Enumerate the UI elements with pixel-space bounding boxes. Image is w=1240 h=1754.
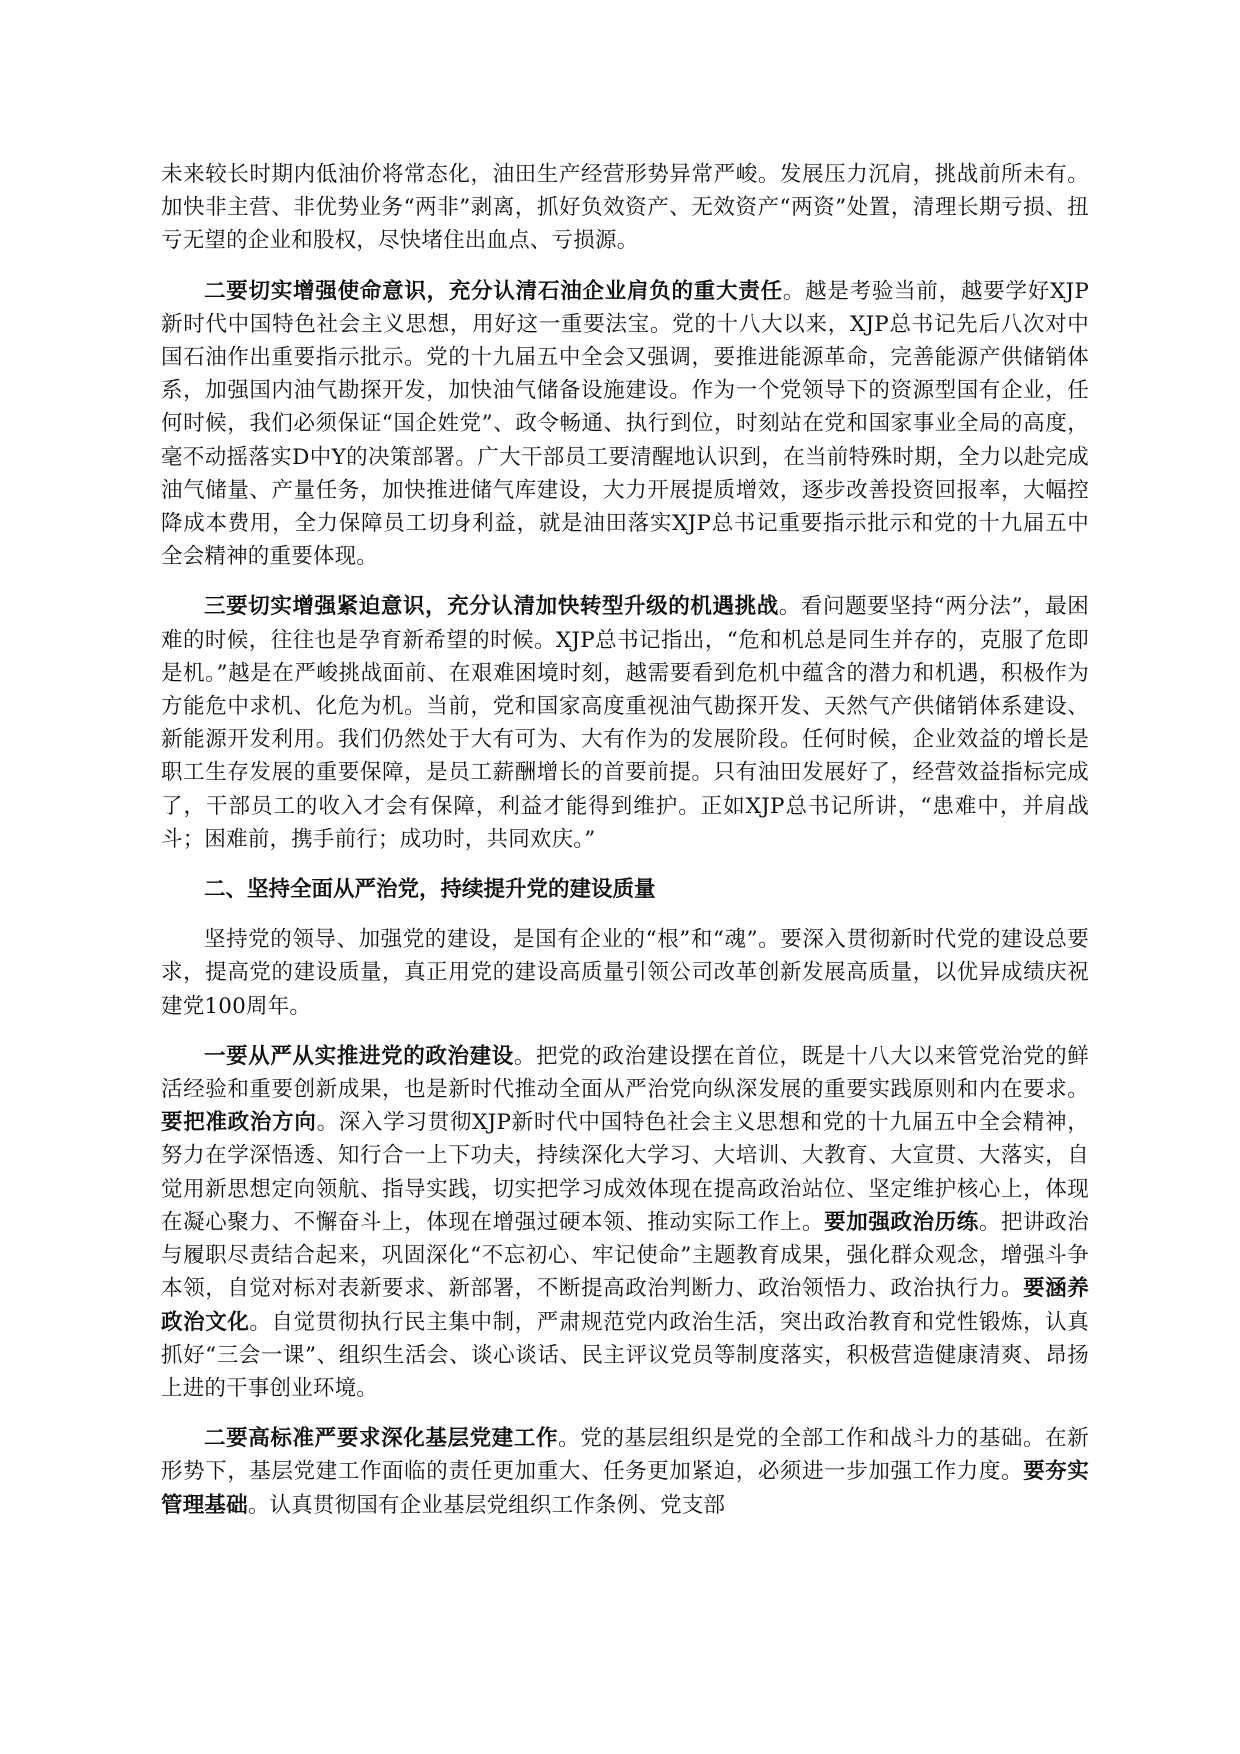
paragraph-3-lead: 三要切实增强紧迫意识，充分认清加快转型升级的机遇挑战: [204, 594, 779, 620]
paragraph-5-subhead-2: 要加强政治历练: [824, 1209, 979, 1235]
paragraph-5-text-1: 。把党的政治建设摆在首位，既是十八大以来管党治党的鲜活经验和重要创新成果，也是新时代推动全面从严治党向纵深发展的重要实践原则和内在要求。: [161, 1043, 1089, 1103]
section-heading: [161, 873, 1089, 906]
paragraph-2-lead: 二要切实增强使命意识，充分认清石油企业肩负的重大责任: [204, 278, 783, 304]
paragraph-5-subhead-1: 要把准政治方向: [161, 1110, 317, 1136]
paragraph-4: [161, 923, 1089, 1023]
section-heading-text: 二、坚持全面从严治党，持续提升党的建设质量: [204, 877, 656, 903]
paragraph-5-subhead-3: 要涵养政治文化: [161, 1276, 1089, 1335]
paragraph-5-text-3: 。把讲政治与履职尽责结合起来，巩固深化“不忘初心、牢记使命”主题教育成果，强化群众观念，增强斗争本领，自觉对标对表新要求、新部署，不断提高政治判断力、政治领悟力、政治执行力。: [161, 1209, 1089, 1302]
paragraph-2: [161, 275, 1089, 574]
paragraph-6: [161, 1422, 1089, 1522]
paragraph-1-text: 未来较长时期内低油价将常态化，油田生产经营形势异常严峻。发展压力沉肩，挑战前所未有。加快非主营、非优势业务“两非”剥离，抓好负效资产、无效资产“两资”处置，清理长期亏损、扭亏无望的企业和股权，尽快堵住出血点、亏损源。: [161, 162, 1089, 254]
paragraph-5-lead: 一要从严从实推进党的政治建设: [204, 1043, 514, 1069]
paragraph-1: [161, 158, 1089, 258]
paragraph-2-text: 。越是考验当前，越要学好XJP新时代中国特色社会主义思想，用好这一重要法宝。党的十八大以来，XJP总书记先后八次对中国石油作出重要指示批示。党的十九届五中全会又强调，要推进能源革命，完善能源产供储销体系，加强国内油气勘探开发，加快油气储备设施建设。作为一个党领导下的资源型国有企业，任何时候，我们必须保证“国企姓党”、政令畅通、执行到位，时刻站在党和国家事业全局的高度，毫不动摇落实D中Y的决策部署。广大干部员工要清醒地认识到，在当前特殊时期，全力以赴完成油气储量、产量任务，加快推进储气库建设，大力开展提质增效，逐步改善投资回报率，大幅控降成本费用，全力保障员工切身利益，就是油田落实XJP总书记重要指示批示和党的十九届五中全会精神的重要体现。: [161, 278, 1089, 570]
document-page: [161, 158, 1089, 1539]
paragraph-3-text: 。看问题要坚持“两分法”，最困难的时候，往往也是孕育新希望的时候。XJP总书记指出，“危和机总是同生并存的，克服了危即是机。”越是在严峻挑战面前、在艰难困境时刻，越需要看到危机中蕴含的潜力和机遇，积极作为方能危中求机、化危为机。当前，党和国家高度重视油气勘探开发、天然气产供储销体系建设、新能源开发利用。我们仍然处于大有可为、大有作为的发展阶段。任何时候，企业效益的增长是职工生存发展的重要保障，是员工薪酬增长的首要前提。只有油田发展好了，经营效益指标完成了，干部员工的收入才会有保障，利益才能得到维护。正如XJP总书记所讲，“患难中，并肩战斗；困难前，携手前行；成功时，共同欢庆。”: [161, 594, 1090, 852]
paragraph-6-subhead-1: 要夯实管理基础: [161, 1459, 1089, 1518]
paragraph-5-text-4: 。自觉贯彻执行民主集中制，严肃规范党内政治生活，突出政治教育和党性锻炼，认真抓好“三会一课”、组织生活会、谈心谈话、民主评议党员等制度落实，积极营造健康清爽、昂扬上进的干事创业环境。: [161, 1309, 1089, 1401]
paragraph-3: [161, 590, 1089, 856]
paragraph-6-text-2: 。认真贯彻国有企业基层党组织工作条例、党支部: [247, 1492, 726, 1518]
paragraph-6-lead: 二要高标准严要求深化基层党建工作: [204, 1426, 559, 1452]
paragraph-5-text-2: 。深入学习贯彻XJP新时代中国特色社会主义思想和党的十九届五中全会精神，努力在学深悟透、知行合一上下功夫，持续深化大学习、大培训、大教育、大宣贯、大落实，自觉用新思想定向领航、指导实践，切实把学习成效体现在提高政治站位、坚定维护核心上，体现在凝心聚力、不懈奋斗上，体现在增强过硬本领、推动实际工作上。: [161, 1110, 1089, 1235]
paragraph-5: [161, 1040, 1089, 1405]
paragraph-6-text-1: 。党的基层组织是党的全部工作和战斗力的基础。在新形势下，基层党建工作面临的责任更加重大、任务更加紧迫，必须进一步加强工作力度。: [161, 1426, 1089, 1485]
paragraph-4-text: 坚持党的领导、加强党的建设，是国有企业的“根”和“魂”。要深入贯彻新时代党的建设总要求，提高党的建设质量，真正用党的建设高质量引领公司改革创新发展高质量，以优异成绩庆祝建党100周年。: [161, 927, 1089, 1019]
